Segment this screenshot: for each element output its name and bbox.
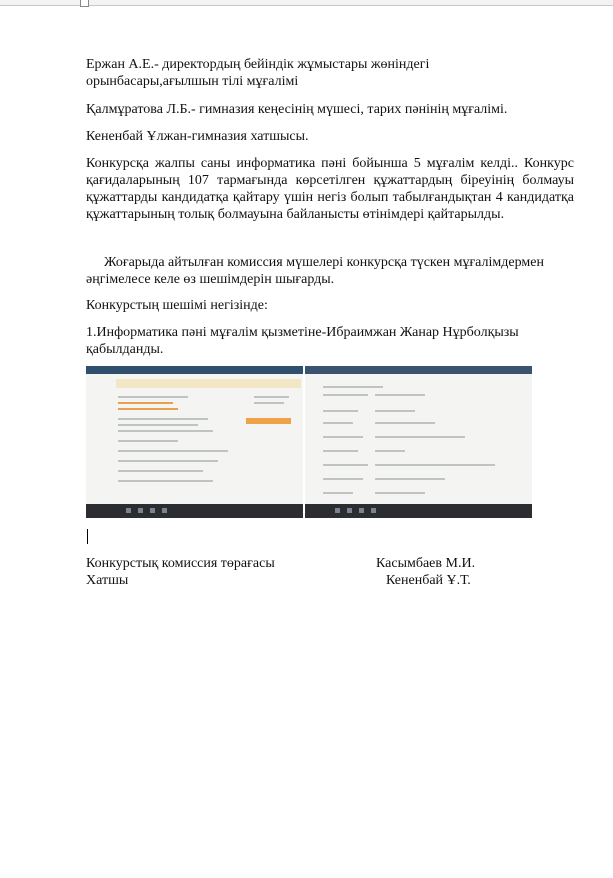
photo-candidate-profile [305, 366, 532, 518]
photo-text-line [323, 386, 383, 388]
photo-text-line [254, 402, 284, 404]
photo-screen-left [86, 366, 303, 504]
photo-text-line [323, 436, 363, 438]
taskbar-icon [371, 508, 376, 513]
photo-text-line [375, 436, 465, 438]
photo-text-line [118, 424, 198, 426]
signature-chair-role: Конкурстық комиссия төрағасы [86, 556, 275, 571]
photo-text-line [375, 450, 405, 452]
photo-text-line [118, 480, 213, 482]
photo-text-line [323, 410, 358, 412]
photo-screen-right [305, 366, 532, 504]
taskbar-icon [138, 508, 143, 513]
photo-text-line [375, 422, 435, 424]
photo-text-line [118, 440, 178, 442]
photo-text-line [118, 402, 173, 404]
photo-orange-button [246, 418, 291, 424]
text-cursor [87, 529, 88, 544]
taskbar-icon [150, 508, 155, 513]
photo-text-line [375, 492, 425, 494]
photo-text-line [118, 430, 213, 432]
paragraph-member-erzhan: Ержан А.Е.- директордың бейіндік жұмыстары жөніндегі орынбасары,ағылшын тілі мұғалімі [86, 57, 430, 89]
taskbar-icon [335, 508, 340, 513]
photo-text-line [118, 396, 188, 398]
photo-text-line [118, 418, 208, 420]
taskbar-icon [126, 508, 131, 513]
photo-text-line [323, 464, 368, 466]
screenshot-photos [86, 366, 532, 518]
photo-text-line [323, 422, 353, 424]
photo-text-line [118, 408, 178, 410]
paragraph-commission-decision: Жоғарыда айтылған комиссия мүшелері конкурсқа түскен мұғалімдермен әңгімелесе келе өз шешімдерін шығарды. [86, 255, 544, 287]
signature-secretary-role: Хатшы [86, 573, 129, 588]
paragraph-decision-basis: Конкурстың шешімі негізінде: [86, 298, 268, 313]
paragraph-member-kalmuratova: Қалмұратова Л.Б.- гимназия кеңесінің мүшесі, тарих пәнінің мұғалімі. [86, 102, 508, 117]
photo-text-line [323, 478, 363, 480]
paragraph-accepted-teacher: 1.Информатика пәні мұғалім қызметіне-Ибраимжан Жанар Нұрболқызы қабылданды. [86, 325, 519, 357]
photo-text-line [118, 470, 203, 472]
ruler-marker[interactable] [80, 0, 89, 7]
taskbar-icon [162, 508, 167, 513]
photo-text-line [118, 450, 228, 452]
photo-text-line [323, 394, 368, 396]
photo-taskbar [305, 504, 532, 518]
taskbar-icon [347, 508, 352, 513]
photo-text-line [323, 450, 358, 452]
signature-secretary-name: Кененбай Ұ.Т. [386, 573, 471, 588]
paragraph-competition-summary: Конкурсқа жалпы саны информатика пәні бойынша 5 мұғалім келді.. Конкурс қағидаларының 107 тармағында көрсетілген құжаттардың біреуінің болмауы құжаттарды кандидатқа қайтару үшін негіз болып табылғандықтан 4 кандидатқа құжаттарының толық болмауына байланысты өтінімдері қайтарылды. [86, 156, 574, 222]
photo-taskbar [86, 504, 303, 518]
photo-application-form [86, 366, 303, 518]
photo-text-line [254, 396, 289, 398]
photo-text-line [375, 410, 415, 412]
photo-header-bar [305, 366, 532, 374]
photo-header-bar [86, 366, 303, 374]
photo-text-line [118, 460, 218, 462]
paragraph-secretary-kenenbay: Кененбай Ұлжан-гимназия хатшысы. [86, 129, 309, 144]
signature-chair-name: Касымбаев М.И. [376, 556, 476, 571]
photo-text-line [375, 464, 495, 466]
photo-text-line [323, 492, 353, 494]
photo-banner [116, 379, 301, 388]
photo-text-line [375, 394, 425, 396]
taskbar-icon [359, 508, 364, 513]
photo-text-line [375, 478, 445, 480]
document-top-ruler [0, 0, 613, 6]
